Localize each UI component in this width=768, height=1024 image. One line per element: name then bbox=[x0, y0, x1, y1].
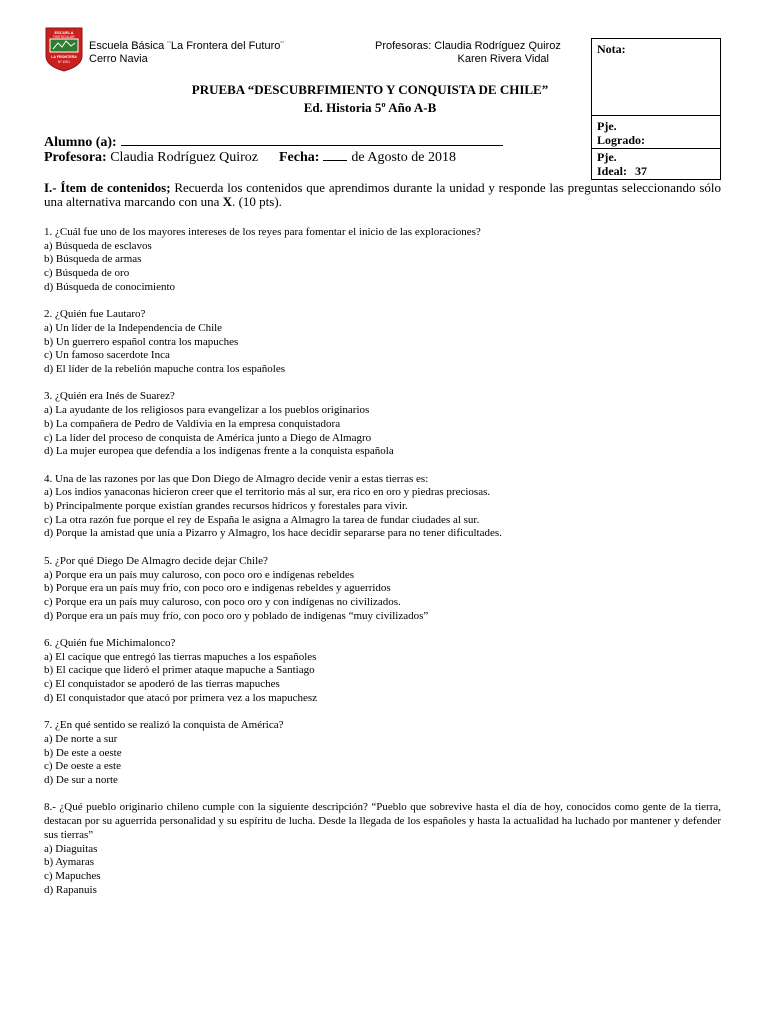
school-crest-icon bbox=[44, 26, 84, 72]
answer-option[interactable]: b) Aymaras bbox=[44, 856, 95, 869]
answer-option[interactable]: d) El líder de la rebelión mapuche contra los españoles bbox=[44, 363, 285, 376]
answer-option[interactable]: a) El cacique que entregó las tierras mapuches a los españoles bbox=[44, 650, 317, 663]
question-7 bbox=[44, 719, 721, 788]
question-5 bbox=[44, 555, 721, 624]
teachers-label: Profesoras: Claudia Rodríguez Quiroz bbox=[375, 40, 561, 52]
answer-option[interactable]: a) Los indios yanaconas hicieron creer que el territorio más al sur, era rico en oro y piedras preciosas. bbox=[44, 486, 491, 499]
question-spacer bbox=[44, 295, 721, 309]
answer-option[interactable]: a) Diaguitas bbox=[44, 842, 98, 855]
school-city: Cerro Navia bbox=[89, 53, 148, 65]
grade-ideal-pje-label: Pje. bbox=[597, 150, 617, 164]
question-spacer bbox=[44, 541, 721, 555]
instructions-lead: I.- Ítem de contenidos; bbox=[44, 180, 171, 195]
answer-option[interactable]: a) De norte a sur bbox=[44, 732, 118, 745]
instructions-tail: . (10 pts). bbox=[232, 194, 282, 209]
answer-option[interactable]: b) Un guerrero español contra los mapuches bbox=[44, 335, 239, 348]
answer-option[interactable]: a) Un líder de la Independencia de Chile bbox=[44, 321, 223, 334]
answer-option[interactable]: a) Búsqueda de esclavos bbox=[44, 239, 152, 252]
answer-option[interactable]: b) Búsqueda de armas bbox=[44, 253, 142, 266]
question-4 bbox=[44, 473, 721, 542]
grade-ideal-value: 37 bbox=[635, 164, 647, 178]
question-text: 5. ¿Por qué Diego De Almagro decide dejar Chile? bbox=[44, 554, 268, 567]
question-3 bbox=[44, 390, 721, 459]
teacher-second-name: Karen Rivera Vidal bbox=[457, 53, 549, 65]
answer-option[interactable]: c) El conquistador se apoderó de las tierras mapuches bbox=[44, 678, 280, 691]
answer-option[interactable]: c) La otra razón fue porque el rey de España le asigna a Almagro la tarea de fundar ciudades al sur. bbox=[44, 513, 480, 526]
question-1 bbox=[44, 226, 721, 295]
logo-mid-text: PARTICULAR bbox=[53, 35, 75, 39]
logo-bottom-text: LA FRONTERA bbox=[51, 55, 77, 59]
date-day-blank[interactable] bbox=[323, 150, 347, 161]
teacher-date-row bbox=[44, 150, 456, 166]
logo-top-text: ESCUELA bbox=[54, 30, 74, 35]
question-text: 6. ¿Quién fue Michimalonco? bbox=[44, 637, 176, 650]
instructions-mark: X bbox=[222, 194, 233, 209]
answer-option[interactable]: b) De este a oeste bbox=[44, 746, 122, 759]
answer-option[interactable]: a) La ayudante de los religiosos para evangelizar a los pueblos originarios bbox=[44, 404, 370, 417]
answer-option[interactable]: d) Rapanuis bbox=[44, 883, 97, 896]
question-spacer bbox=[44, 377, 721, 391]
answer-option[interactable]: c) De oeste a este bbox=[44, 760, 121, 773]
answer-option[interactable]: d) El conquistador que atacó por primera vez a los mapuchesz bbox=[44, 691, 318, 704]
question-2 bbox=[44, 308, 721, 377]
question-spacer bbox=[44, 788, 721, 802]
answer-option[interactable]: b) La compañera de Pedro de Valdivia en la empresa conquistadora bbox=[44, 417, 341, 430]
answer-option[interactable]: d) Búsqueda de conocimiento bbox=[44, 280, 176, 293]
grade-ideal-row bbox=[597, 164, 720, 178]
student-name-blank[interactable] bbox=[121, 133, 503, 146]
grade-logrado-cell bbox=[592, 116, 720, 149]
answer-option[interactable]: d) Porque la amistad que unía a Pizarro y Almagro, los hace decidir separarse para no tener dificultades. bbox=[44, 527, 502, 540]
teacher-name: Claudia Rodríguez Quiroz bbox=[110, 150, 258, 165]
question-text: 4. Una de las razones por las que Don Diego de Almagro decide venir a estas tierras es: bbox=[44, 472, 429, 485]
school-name: Escuela Básica ¨La Frontera del Futuro¨ bbox=[89, 40, 285, 52]
grade-logrado-label: Logrado: bbox=[597, 133, 645, 147]
student-name-label: Alumno (a): bbox=[44, 135, 117, 150]
answer-option[interactable]: d) Porque era un país muy frío, con poco oro y poblado de indígenas “muy civilizados” bbox=[44, 609, 429, 622]
grade-pje-label: Pje. bbox=[597, 119, 617, 133]
question-text: 8.- ¿Qué pueblo originario chileno cumple con la siguiente descripción? “Pueblo que sobrevive hasta el día de hoy, conocidos como gente de la tierra, destacan por su aguerrida personalidad y su espíritu de lucha. Desde la llegada de los españoles y hasta la actualidad ha luchado por mantener y defender sus tierras” bbox=[44, 801, 721, 841]
answer-option[interactable]: d) De sur a norte bbox=[44, 774, 118, 787]
answer-option[interactable]: c) La líder del proceso de conquista de América junto a Diego de Almagro bbox=[44, 431, 372, 444]
answer-option[interactable]: b) El cacique que lideró el primer ataque mapuche a Santiago bbox=[44, 664, 315, 677]
test-title: PRUEBA “DESCUBRFIMIENTO Y CONQUISTA DE CHILE” bbox=[191, 82, 549, 97]
answer-option[interactable]: a) Porque era un país muy caluroso, con poco oro e indígenas rebeldes bbox=[44, 568, 355, 581]
answer-option[interactable]: b) Porque era un país muy frío, con poco oro e indígenas rebeldes y aguerridos bbox=[44, 582, 391, 595]
answer-option[interactable]: c) Un famoso sacerdote Inca bbox=[44, 349, 170, 362]
student-name-row bbox=[44, 133, 503, 151]
instructions-body: Recuerda los contenidos que aprendimos durante la unidad y responde las preguntas seleccionando sólo una alternativa marcando con una bbox=[44, 180, 722, 209]
question-6 bbox=[44, 637, 721, 706]
date-text: de Agosto de 2018 bbox=[351, 150, 457, 165]
answer-option[interactable]: c) Mapuches bbox=[44, 869, 101, 882]
answer-option[interactable]: c) Búsqueda de oro bbox=[44, 267, 130, 280]
question-spacer bbox=[44, 623, 721, 637]
teacher-label: Profesora: bbox=[44, 150, 107, 165]
answer-option[interactable]: d) La mujer europea que defendía a los indígenas frente a la conquista española bbox=[44, 445, 394, 458]
school-logo bbox=[44, 26, 84, 72]
logo-number: Nº 1001 bbox=[57, 60, 71, 64]
grade-ideal-cell bbox=[592, 149, 720, 179]
date-label: Fecha: bbox=[278, 150, 320, 165]
question-text: 2. ¿Quién fue Lautaro? bbox=[44, 308, 146, 321]
question-text: 3. ¿Quién era Inés de Suarez? bbox=[44, 390, 175, 403]
grade-ideal-label: Ideal: bbox=[597, 164, 627, 178]
test-subtitle: Ed. Historia 5º Año A-B bbox=[303, 100, 437, 115]
question-spacer bbox=[44, 459, 721, 473]
questions-list bbox=[44, 226, 721, 897]
instructions bbox=[44, 181, 721, 209]
question-text: 1. ¿Cuál fue uno de los mayores intereses de los reyes para fomentar el inicio de las exploraciones? bbox=[44, 226, 481, 238]
question-text: 7. ¿En qué sentido se realizó la conquista de América? bbox=[44, 719, 284, 732]
answer-option[interactable]: b) Principalmente porque existían grandes recursos hídricos y forestales para vivir. bbox=[44, 500, 408, 513]
answer-option[interactable]: c) Porque era un país muy caluroso, con poco oro y con indígenas no civilizados. bbox=[44, 595, 401, 608]
grade-nota-label: Nota: bbox=[597, 42, 626, 56]
question-8 bbox=[44, 801, 721, 897]
question-spacer bbox=[44, 706, 721, 720]
